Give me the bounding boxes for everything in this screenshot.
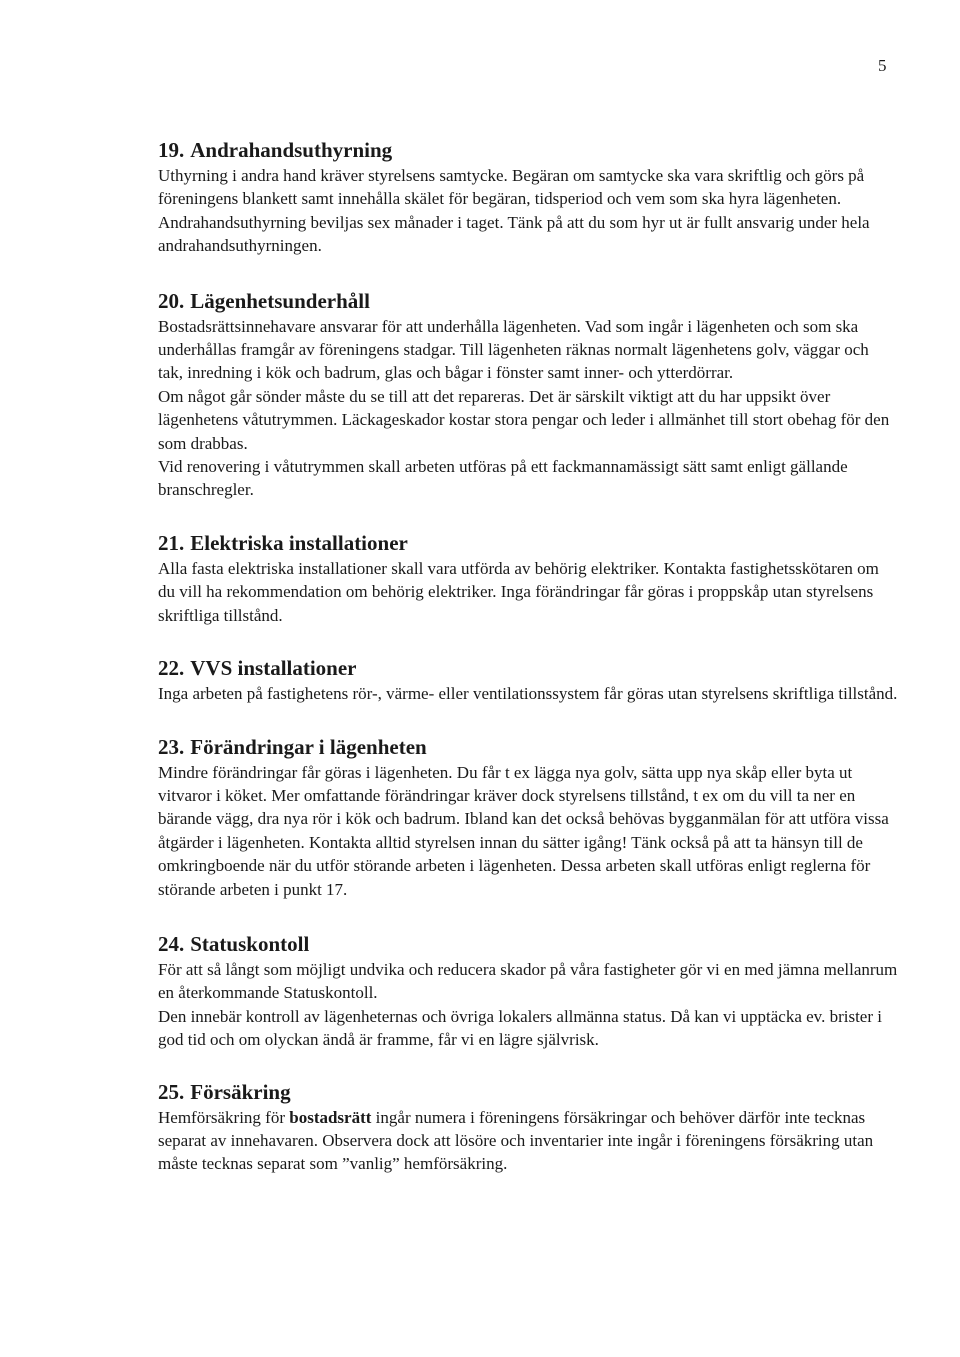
paragraph: För att så långt som möjligt undvika och reducera skador på våra fastigheter gör vi en med jämna mellanrum en återkommande Statuskontoll. xyxy=(158,959,898,1003)
paragraph: Inga arbeten på fastighetens rör-, värme- eller ventilationssystem får göras utan styrelsens skriftliga tillstånd. xyxy=(158,684,898,704)
section-19-andrahandsuthyrning xyxy=(158,136,898,258)
document-body xyxy=(158,136,898,1204)
section-heading xyxy=(158,136,898,164)
paragraph: Om något går sönder måste du se till att det repareras. Det är särskilt viktigt att du har uppsikt över lägenhetens våtutrymmen. Läckageskador kostar stora pengar och leder i allmänhet till stort obehag för den som drabbas. xyxy=(158,386,890,453)
section-title: Försäkring xyxy=(190,1079,291,1104)
section-22-vvs-installationer xyxy=(158,654,898,705)
section-number: 19. xyxy=(158,138,185,162)
paragraph xyxy=(158,1106,898,1176)
section-23-forandringar-i-lagenheten xyxy=(158,733,898,901)
section-25-forsakring xyxy=(158,1078,898,1176)
section-20-lagenhetsunderhall xyxy=(158,287,898,502)
section-number: 24. xyxy=(158,931,185,956)
section-title: Lägenhetsunderhåll xyxy=(190,288,370,313)
paragraph: Mindre förändringar får göras i lägenheten. Du får t ex lägga nya golv, sätta upp nya skåp eller byta ut vitvaror i köket. Mer omfattande förändringar kräver dock styrelsens tillstånd, t ex om du vill ta ner en bärande vägg, dra nya rör i kök och badrum. Ibland kan det också behövas bygganmälan för att utföra vissa åtgärder i lägenheten. Kontakta alltid styrelsen innan du sätter igång! Tänk också på att ta hänsyn till de omkringboende när du utför störande arbeten i lägenheten. Dessa arbeten skall utföras enligt reglerna för störande arbeten i punkt 17. xyxy=(158,762,889,899)
paragraph: Den innebär kontroll av lägenheternas och övriga lokalers allmänna status. Då kan vi upptäcka ev. brister i god tid och om olyckan ändå är framme, får vi en lägre självrisk. xyxy=(158,1006,882,1050)
section-title: Elektriska installationer xyxy=(190,530,408,555)
paragraph: Vid renovering i våtutrymmen skall arbeten utföras på ett fackmannamässigt sätt samt enligt gällande branschregler. xyxy=(158,457,848,500)
section-heading xyxy=(158,287,898,315)
section-number: 23. xyxy=(158,734,185,759)
section-number: 25. xyxy=(158,1079,185,1104)
paragraph: Andrahandsuthyrning beviljas sex månader i taget. Tänk på att du som hyr ut är fullt ansvarig under hela andrahandsuthyrningen. xyxy=(158,212,870,256)
paragraph-text: Hemförsäkring för xyxy=(158,1107,290,1127)
section-24-statuskontoll xyxy=(158,930,898,1052)
paragraph: Alla fasta elektriska installationer skall vara utförda av behörig elektriker. Kontakta fastighetsskötaren om du vill ha rekommendation om behörig elektriker. Inga förändringar får göras i proppskåp utan styrelsens skriftliga tillstånd. xyxy=(158,558,879,625)
section-heading xyxy=(158,1078,898,1106)
paragraph: Bostadsrättsinnehavare ansvarar för att underhålla lägenheten. Vad som ingår i lägenheten och som ska underhållas framgår av föreningens stadgar. Till lägenheten räknas normalt lägenhetens golv, väggar och tak, inredning i kök och badrum, glas och bågar i fönster samt inner- och ytterdörrar. xyxy=(158,316,869,383)
section-heading xyxy=(158,930,898,958)
section-number: 20. xyxy=(158,288,185,313)
section-title: VVS installationer xyxy=(190,656,357,681)
section-number: 21. xyxy=(158,530,185,555)
section-number: 22. xyxy=(158,656,185,681)
section-title: Andrahandsuthyrning xyxy=(190,138,393,162)
section-heading xyxy=(158,654,898,682)
section-21-elektriska-installationer xyxy=(158,529,898,627)
section-heading xyxy=(158,529,898,557)
paragraph: Uthyrning i andra hand kräver styrelsens samtycke. Begäran om samtycke ska vara skriftlig och görs på föreningens blankett samt innehålla skälet för begäran, tidsperiod och vem som ska hyra lägenheten. xyxy=(158,166,865,209)
section-title: Förändringar i lägenheten xyxy=(190,734,427,759)
section-heading xyxy=(158,733,898,761)
paragraph-text: ingår numera i föreningens försäkringar och behöver därför inte tecknas separat av innehavaren. Observera dock att lösöre och inventarier inte ingår i föreningens försäkring utan måste tecknas separat som ”vanlig” hemförsäkring. xyxy=(158,1107,874,1174)
page-number: 5 xyxy=(878,56,887,75)
section-title: Statuskontoll xyxy=(190,931,310,956)
emphasized-term: bostadsrätt xyxy=(289,1107,372,1127)
